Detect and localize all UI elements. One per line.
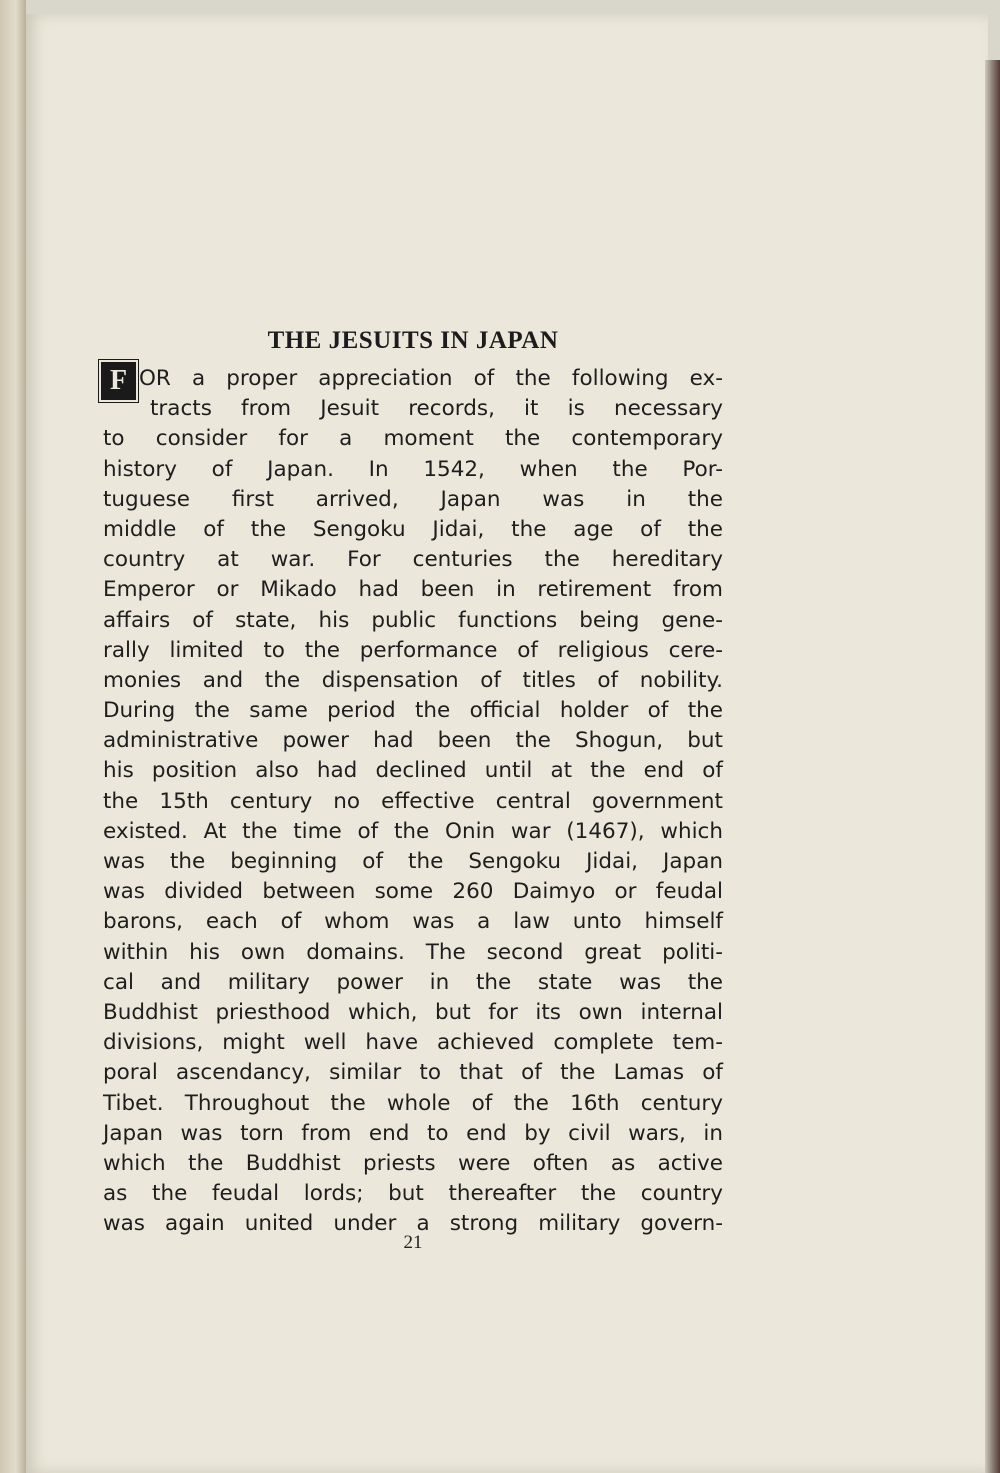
text-line: which the Buddhist priests were often as active	[103, 1150, 723, 1176]
text-line: the 15th century no effective central government	[103, 788, 723, 814]
text-line: to consider for a moment the contemporary	[103, 426, 723, 452]
chapter-title: THE JESUITS IN JAPAN	[267, 326, 559, 354]
text-line: divisions, might well have achieved complete tem-	[103, 1030, 723, 1056]
text-line: was the beginning of the Sengoku Jidai, Japan	[103, 849, 723, 874]
body-text	[103, 364, 723, 1239]
text-line: was again united under a strong military govern-	[103, 1211, 723, 1237]
text-line: middle of the Sengoku Jidai, the age of the	[103, 516, 723, 542]
text-line: country at war. For centuries the hereditary	[103, 547, 723, 573]
text-line: Tibet. Throughout the whole of the 16th century	[103, 1090, 723, 1116]
text-line: OR a proper appreciation of the following ex-	[139, 366, 723, 391]
text-line: administrative power had been the Shogun, but	[103, 728, 723, 754]
text-line: existed. At the time of the Onin war (1467), which	[103, 818, 723, 844]
drop-cap: F	[101, 362, 136, 400]
text-line: poral ascendancy, similar to that of the Lamas of	[103, 1060, 723, 1086]
text-line: monies and the dispensation of titles of nobility.	[103, 667, 723, 693]
text-line: Japan was torn from end to end by civil wars, in	[103, 1120, 723, 1146]
text-line: within his own domains. The second great politi-	[103, 939, 723, 965]
text-line: as the feudal lords; but thereafter the country	[103, 1181, 723, 1207]
text-line: history of Japan. In 1542, when the Por-	[103, 456, 723, 482]
text-line: tuguese first arrived, Japan was in the	[103, 486, 723, 512]
text-line: barons, each of whom was a law unto himself	[103, 909, 723, 935]
text-line: cal and military power in the state was the	[103, 969, 723, 995]
page-number: 21	[403, 1232, 423, 1253]
text-line: Buddhist priesthood which, but for its own internal	[103, 999, 723, 1025]
text-line: rally limited to the performance of religious cere-	[103, 637, 723, 663]
text-line: affairs of state, his public functions being gene-	[103, 607, 723, 633]
text-line: During the same period the official holder of the	[103, 698, 723, 724]
text-line: was divided between some 260 Daimyo or feudal	[103, 879, 723, 905]
text-line: his position also had declined until at the end of	[103, 758, 723, 784]
text-line: Emperor or Mikado had been in retirement from	[103, 577, 723, 603]
book-cover-edge	[985, 60, 1000, 1473]
text-line: tracts from Jesuit records, it is necessary	[150, 396, 723, 422]
